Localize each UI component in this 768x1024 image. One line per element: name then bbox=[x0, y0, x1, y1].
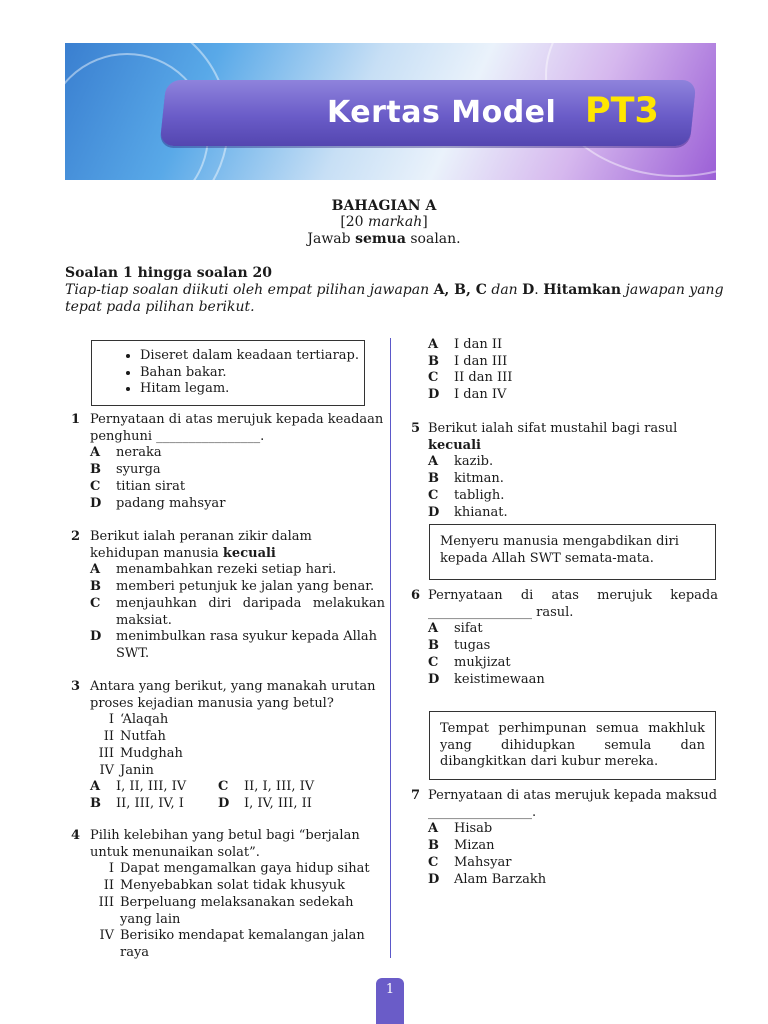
question-2: 2 Berikut ialah peranan zikir dalam kehidupan manusia kecuali A menambahkan rezeki setiap hari. B memberi petunjuk ke jalan yang benar. C menjauhkan diri daripada melakukan maksiat. D menimbulkan rasa syukur kepada Allah SWT. bbox=[71, 529, 385, 661]
section-marks: [20 markah] bbox=[340, 214, 428, 230]
list-item: III Berpeluang melaksanakan sedekah yang lain bbox=[98, 894, 354, 927]
list-item: • Bahan bakar. bbox=[140, 365, 364, 382]
option: D Alam Barzakh bbox=[428, 871, 547, 887]
question-stem: Pernyataan di atas merujuk kepada keadaan penghuni ________________. bbox=[90, 412, 384, 444]
option: B Mizan bbox=[428, 838, 495, 854]
option: A menambahkan rezeki setiap hari. bbox=[90, 562, 337, 578]
option: A I dan II bbox=[428, 337, 503, 352]
option: D padang mahsyar bbox=[90, 495, 226, 511]
option: D khianat. bbox=[428, 504, 508, 520]
page-number: 1 bbox=[376, 978, 404, 1024]
option: C II, I, III, IV bbox=[218, 779, 315, 795]
option: C tabligh. bbox=[428, 487, 505, 503]
column-divider bbox=[390, 338, 391, 958]
option: C titian sirat bbox=[90, 478, 186, 494]
list-item: IV Berisiko mendapat kemalangan jalan raya bbox=[99, 928, 365, 960]
list-item: II Menyebabkan solat tidak khusyuk bbox=[103, 878, 346, 894]
header-banner bbox=[65, 43, 716, 180]
list-item: • Diseret dalam keadaan tertiarap. bbox=[140, 348, 364, 365]
list-item: II Nutfah bbox=[103, 729, 166, 745]
option: C II dan III bbox=[428, 370, 513, 386]
option: D I dan IV bbox=[428, 387, 507, 403]
option: C mukjizat bbox=[428, 654, 511, 670]
question-stem: Berikut ialah peranan zikir dalam kehidupan manusia kecuali bbox=[90, 529, 312, 561]
question-5: 5 Berikut ialah sifat mustahil bagi rasul kecuali A kazib. B kitman. C tabligh. D khianat. bbox=[403, 421, 718, 521]
question-4: 4 Pilih kelebihan yang betul bagi “berjalan untuk menunaikan solat”. I Dapat mengamalkan gaya hidup sihat II Menyebabkan solat tidak khusyuk III Berpeluang melaksanakan sedekah yang lain IV Berisiko mendapat kemalangan jalan raya bbox=[65, 828, 385, 962]
list-item: I ‘Alaqah bbox=[108, 712, 169, 728]
question-3: 3 Antara yang berikut, yang manakah urutan proses kejadian manusia yang betul? I ‘Alaqah II Nutfah III Mudghah IV Janin A I, II, III, IV C II, I, III, IV B II, III, IV, I D I, IV, III, II bbox=[65, 679, 385, 813]
option: A kazib. bbox=[428, 454, 494, 470]
option: D I, IV, III, II bbox=[218, 795, 312, 811]
banner-title: Kertas Model bbox=[327, 95, 557, 130]
question-stem: Pernyataan di atas merujuk kepada maksud ________________. bbox=[428, 788, 718, 820]
section-title: BAHAGIAN A bbox=[331, 198, 437, 214]
option: B kitman. bbox=[428, 471, 504, 487]
list-item: • Hitam legam. bbox=[140, 381, 364, 398]
question-stem: Berikut ialah sifat mustahil bagi rasul kecuali bbox=[428, 421, 678, 453]
option: D keistimewaan bbox=[428, 671, 545, 687]
question-7: 7 Pernyataan di atas merujuk kepada maksud ________________. A Hisab B Mizan C Mahsyar D Alam Barzakh bbox=[411, 788, 718, 887]
question-6: 6 Pernyataan di atas merujuk kepada ________________ rasul. A sifat B tugas C mukjizat D keistimewaan bbox=[411, 588, 718, 687]
option: B I dan III bbox=[428, 353, 508, 369]
question-4-options bbox=[428, 337, 718, 404]
option: B memberi petunjuk ke jalan yang benar. bbox=[90, 579, 375, 595]
option: B II, III, IV, I bbox=[90, 795, 184, 811]
option: B tugas bbox=[428, 638, 491, 654]
option: A I, II, III, IV bbox=[90, 779, 187, 795]
option: A neraka bbox=[90, 445, 162, 461]
question-stem: Pilih kelebihan yang betul bagi “berjalan untuk menunaikan solat”. bbox=[90, 828, 360, 860]
statement-box: Tempat perhimpunan semua makhluk yang dihidupkan semula dan dibangkitkan dari kubur mereka. bbox=[429, 711, 716, 780]
option: A sifat bbox=[428, 621, 483, 637]
list-item: IV Janin bbox=[99, 762, 154, 778]
question-stem: Antara yang berikut, yang manakah urutan proses kejadian manusia yang betul? bbox=[90, 679, 376, 711]
list-item: III Mudghah bbox=[98, 745, 183, 761]
section-instruction: Jawab semua soalan. bbox=[307, 231, 461, 247]
option: C menjauhkan diri daripada melakukan maksiat. bbox=[90, 595, 385, 628]
option: D menimbulkan rasa syukur kepada Allah SWT. bbox=[90, 629, 378, 661]
banner-badge: PT3 bbox=[585, 91, 659, 131]
statement-box: Menyeru manusia mengabdikan diri kepada Allah SWT semata-mata. bbox=[429, 524, 716, 580]
statement-box bbox=[91, 340, 365, 406]
option: B syurga bbox=[90, 462, 161, 478]
question-1: 1 Pernyataan di atas merujuk kepada keadaan penghuni ________________. A neraka B syurga C titian sirat D padang mahsyar bbox=[71, 412, 384, 511]
question-stem: Pernyataan di atas merujuk kepada ________________ rasul. bbox=[428, 588, 718, 620]
questions-heading: Soalan 1 hingga soalan 20 bbox=[65, 265, 272, 281]
option: C Mahsyar bbox=[428, 854, 512, 870]
option: A Hisab bbox=[428, 821, 493, 837]
questions-instruction: Tiap-tiap soalan diikuti oleh empat pilihan jawapan A, B, C dan D. Hitamkan jawapan yang tepat pada pilihan berikut. bbox=[65, 282, 724, 315]
list-item: I Dapat mengamalkan gaya hidup sihat bbox=[108, 861, 370, 877]
